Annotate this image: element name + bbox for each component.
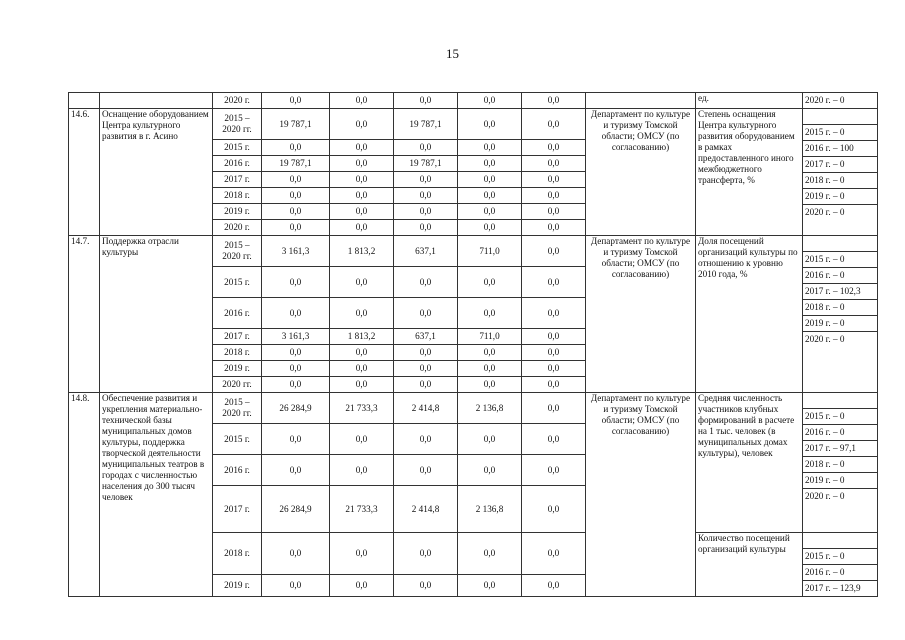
- target-value: 2020 г. – 0: [805, 207, 845, 217]
- target-value: 2016 г. – 100: [803, 141, 877, 157]
- value-cell: 0,0: [522, 298, 586, 329]
- value-cell: 0,0: [330, 533, 394, 575]
- code-cell: [69, 93, 100, 109]
- list-item: [803, 109, 877, 125]
- value-cell: 0,0: [262, 93, 330, 109]
- value-cell: 3 161,3: [262, 329, 330, 345]
- value-cell: 3 161,3: [262, 236, 330, 267]
- value-cell: 0,0: [330, 267, 394, 298]
- value-cell: 0,0: [522, 204, 586, 220]
- value-cell: 0,0: [458, 424, 522, 455]
- table-body: [69, 93, 878, 597]
- year-cell: 2020 гг.: [213, 377, 262, 393]
- year-cell: 2016 г.: [213, 156, 262, 172]
- value-cell: 0,0: [458, 298, 522, 329]
- target-values-cell: [803, 109, 878, 236]
- value-cell: 0,0: [330, 220, 394, 236]
- item-code: 14.7.: [69, 236, 100, 393]
- value-cell: 0,0: [262, 533, 330, 575]
- year-cell: 2018 г.: [213, 345, 262, 361]
- value-cell: 0,0: [394, 220, 458, 236]
- value-cell: 0,0: [458, 140, 522, 156]
- value-cell: 0,0: [522, 393, 586, 424]
- target-value: 2015 г. – 0: [803, 549, 877, 565]
- value-cell: 0,0: [394, 533, 458, 575]
- list-item: [803, 157, 877, 173]
- list-item: [803, 173, 877, 189]
- value-cell: 0,0: [262, 455, 330, 486]
- value-cell: 0,0: [522, 156, 586, 172]
- list-item: [803, 457, 877, 473]
- year-cell: 2017 г.: [213, 172, 262, 188]
- value-cell: 0,0: [522, 455, 586, 486]
- value-cell: 711,0: [458, 236, 522, 267]
- value-cell: 0,0: [522, 188, 586, 204]
- value-cell: 0,0: [522, 93, 586, 109]
- value-cell: 0,0: [330, 455, 394, 486]
- value-cell: 0,0: [522, 267, 586, 298]
- value-cell: 0,0: [330, 298, 394, 329]
- value-cell: 0,0: [458, 533, 522, 575]
- list-item: [803, 549, 877, 565]
- department-cell: Департамент по культуре и туризму Томской области; ОМСУ (по согласованию): [586, 393, 696, 597]
- list-item: [803, 125, 877, 141]
- value-cell: 26 284,9: [262, 393, 330, 424]
- value-cell: 0,0: [394, 377, 458, 393]
- target-value: 2015 г. – 0: [803, 409, 877, 425]
- list-item: [803, 441, 877, 457]
- target-values-list: [803, 109, 877, 220]
- value-cell: 0,0: [522, 361, 586, 377]
- list-item: [803, 236, 877, 252]
- item-name: Оснащение оборудованием Центра культурного развития в г. Асино: [100, 109, 213, 236]
- value-cell: 21 733,3: [330, 393, 394, 424]
- table-row: [69, 393, 878, 424]
- value-cell: 0,0: [262, 575, 330, 597]
- value-cell: 0,0: [330, 424, 394, 455]
- list-item: [803, 581, 877, 597]
- value-cell: 0,0: [262, 267, 330, 298]
- year-cell: 2015 г.: [213, 424, 262, 455]
- target-value: 2016 г. – 0: [803, 268, 877, 284]
- target-value: 2016 г. – 0: [803, 565, 877, 581]
- value-cell: 0,0: [330, 204, 394, 220]
- year-cell: 2015 г.: [213, 140, 262, 156]
- target-values-cell: [803, 533, 878, 597]
- value-cell: 0,0: [458, 377, 522, 393]
- value-cell: 0,0: [522, 424, 586, 455]
- department-cell: [586, 93, 696, 109]
- value-cell: 2 136,8: [458, 486, 522, 533]
- value-cell: 0,0: [262, 377, 330, 393]
- list-item: [803, 300, 877, 316]
- value-cell: 0,0: [522, 109, 586, 140]
- year-cell: 2017 г.: [213, 486, 262, 533]
- value-cell: 26 284,9: [262, 486, 330, 533]
- target-value: 2015 г. – 0: [803, 125, 877, 141]
- value-cell: 0,0: [330, 575, 394, 597]
- value-cell: 0,0: [330, 172, 394, 188]
- target-value: 2019 г. – 0: [803, 473, 877, 489]
- target-value: 2017 г. – 102,3: [803, 284, 877, 300]
- value-cell: 0,0: [458, 455, 522, 486]
- value-cell: 0,0: [522, 236, 586, 267]
- target-value: 2015 г. – 0: [803, 252, 877, 268]
- value-cell: 0,0: [458, 93, 522, 109]
- list-item: [803, 393, 877, 409]
- value-cell: 0,0: [262, 204, 330, 220]
- indicator-cell: ед.: [696, 93, 803, 109]
- value-cell: 0,0: [394, 575, 458, 597]
- value-cell: 0,0: [522, 345, 586, 361]
- value-cell: 0,0: [458, 172, 522, 188]
- list-item: [803, 473, 877, 489]
- value-cell: 0,0: [394, 361, 458, 377]
- value-cell: 0,0: [458, 156, 522, 172]
- year-cell: 2016 г.: [213, 455, 262, 486]
- value-cell: 0,0: [458, 220, 522, 236]
- item-name: Обеспечение развития и укрепления материально-технической базы муниципальных домов культуры, поддержка творческой деятельности муниципальных театров в городах с численностью населения до 300 тысяч человек: [100, 393, 213, 597]
- program-table: [68, 92, 878, 597]
- target-value: [803, 109, 877, 125]
- target-value: 2017 г. – 0: [803, 157, 877, 173]
- target-value: 2019 г. – 0: [803, 189, 877, 205]
- target-value: 2016 г. – 0: [803, 425, 877, 441]
- indicator-cell: Доля посещений организаций культуры по отношению к уровню 2010 года, %: [696, 236, 803, 393]
- year-cell: 2019 г.: [213, 575, 262, 597]
- list-item: [803, 332, 877, 348]
- value-cell: 0,0: [262, 424, 330, 455]
- value-cell: 0,0: [262, 345, 330, 361]
- year-cell: 2018 г.: [213, 533, 262, 575]
- value-cell: 0,0: [522, 329, 586, 345]
- value-cell: 2 414,8: [394, 393, 458, 424]
- year-cell: 2015 – 2020 гг.: [213, 109, 262, 140]
- value-cell: 0,0: [522, 533, 586, 575]
- table-row: [69, 236, 878, 267]
- year-cell: 2020 г.: [213, 93, 262, 109]
- year-cell: 2015 – 2020 гг.: [213, 236, 262, 267]
- value-cell: 0,0: [458, 109, 522, 140]
- year-cell: 2015 г.: [213, 267, 262, 298]
- value-cell: 1 813,2: [330, 236, 394, 267]
- value-cell: 0,0: [394, 140, 458, 156]
- value-cell: 0,0: [522, 172, 586, 188]
- item-code: 14.8.: [69, 393, 100, 597]
- list-item: [803, 565, 877, 581]
- table-row: [69, 93, 878, 109]
- value-cell: 0,0: [330, 140, 394, 156]
- value-cell: 0,0: [458, 188, 522, 204]
- table-row: [69, 109, 878, 140]
- list-item: [803, 189, 877, 205]
- value-cell: 0,0: [458, 575, 522, 597]
- value-cell: 0,0: [262, 140, 330, 156]
- target-values-list: [803, 533, 877, 596]
- year-cell: 2019 г.: [213, 361, 262, 377]
- value-cell: 19 787,1: [262, 109, 330, 140]
- list-item: [803, 205, 877, 221]
- list-item: [803, 316, 877, 332]
- value-cell: 0,0: [262, 298, 330, 329]
- target-values-cell: [803, 236, 878, 393]
- value-cell: 0,0: [394, 424, 458, 455]
- target-value: 2020 г. – 0: [805, 334, 845, 344]
- year-cell: 2018 г.: [213, 188, 262, 204]
- value-cell: 0,0: [330, 188, 394, 204]
- value-cell: 0,0: [330, 377, 394, 393]
- list-item: [803, 425, 877, 441]
- year-cell: 2015 – 2020 гг.: [213, 393, 262, 424]
- target-value: 2019 г. – 0: [803, 316, 877, 332]
- value-cell: 0,0: [394, 298, 458, 329]
- page-number: 15: [446, 46, 459, 61]
- value-cell: 637,1: [394, 329, 458, 345]
- value-cell: 0,0: [394, 267, 458, 298]
- value-cell: 0,0: [522, 220, 586, 236]
- value-cell: 0,0: [330, 93, 394, 109]
- value-cell: 0,0: [394, 204, 458, 220]
- list-item: [803, 284, 877, 300]
- value-cell: 19 787,1: [394, 109, 458, 140]
- item-code: 14.6.: [69, 109, 100, 236]
- list-item: [803, 409, 877, 425]
- target-value: [803, 393, 877, 409]
- value-cell: 19 787,1: [394, 156, 458, 172]
- list-item: [803, 268, 877, 284]
- department-cell: Департамент по культуре и туризму Томской области; ОМСУ (по согласованию): [586, 109, 696, 236]
- value-cell: 0,0: [394, 172, 458, 188]
- value-cell: 0,0: [394, 345, 458, 361]
- value-cell: 0,0: [522, 575, 586, 597]
- value-cell: 0,0: [262, 220, 330, 236]
- target-value: 2020 г. – 0: [805, 491, 845, 501]
- item-name: Поддержка отрасли культуры: [100, 236, 213, 393]
- value-cell: 0,0: [262, 172, 330, 188]
- indicator-cell: Степень оснащения Центра культурного развития оборудованием в рамках предоставленного иного межбюджетного трансферта, %: [696, 109, 803, 236]
- list-item: [803, 533, 877, 549]
- value-cell: 0,0: [458, 267, 522, 298]
- list-item: [803, 489, 877, 505]
- target-value: 2018 г. – 0: [803, 300, 877, 316]
- list-item: [803, 141, 877, 157]
- value-cell: 2 136,8: [458, 393, 522, 424]
- value-cell: 0,0: [394, 93, 458, 109]
- year-cell: 2017 г.: [213, 329, 262, 345]
- target-value: 2018 г. – 0: [803, 457, 877, 473]
- value-cell: 0,0: [458, 361, 522, 377]
- target-values-list: [803, 393, 877, 504]
- indicator-cell: Количество посещений организаций культуры: [696, 533, 803, 597]
- target-value-cell: 2020 г. – 0: [803, 93, 878, 109]
- value-cell: 0,0: [394, 188, 458, 204]
- indicator-cell: Средняя численность участников клубных формирований в расчете на 1 тыс. человек (в муниципальных домах культуры), человек: [696, 393, 803, 533]
- value-cell: 0,0: [458, 204, 522, 220]
- value-cell: 0,0: [458, 345, 522, 361]
- value-cell: 0,0: [262, 361, 330, 377]
- value-cell: 2 414,8: [394, 486, 458, 533]
- target-value: 2017 г. – 97,1: [803, 441, 877, 457]
- value-cell: 0,0: [522, 377, 586, 393]
- value-cell: 19 787,1: [262, 156, 330, 172]
- value-cell: 0,0: [522, 140, 586, 156]
- target-value: [803, 533, 877, 549]
- value-cell: 0,0: [330, 156, 394, 172]
- target-values-list: [803, 236, 877, 347]
- value-cell: 0,0: [262, 188, 330, 204]
- department-cell: Департамент по культуре и туризму Томской области; ОМСУ (по согласованию): [586, 236, 696, 393]
- value-cell: 0,0: [330, 361, 394, 377]
- value-cell: 637,1: [394, 236, 458, 267]
- year-cell: 2020 г.: [213, 220, 262, 236]
- value-cell: 711,0: [458, 329, 522, 345]
- target-values-cell: [803, 393, 878, 533]
- target-value: 2018 г. – 0: [803, 173, 877, 189]
- year-cell: 2016 г.: [213, 298, 262, 329]
- target-value: 2017 г. – 123,9: [805, 583, 861, 593]
- value-cell: 0,0: [330, 109, 394, 140]
- name-cell: [100, 93, 213, 109]
- list-item: [803, 252, 877, 268]
- year-cell: 2019 г.: [213, 204, 262, 220]
- target-value: [803, 236, 877, 252]
- value-cell: 0,0: [522, 486, 586, 533]
- value-cell: 1 813,2: [330, 329, 394, 345]
- value-cell: 0,0: [330, 345, 394, 361]
- value-cell: 0,0: [394, 455, 458, 486]
- value-cell: 21 733,3: [330, 486, 394, 533]
